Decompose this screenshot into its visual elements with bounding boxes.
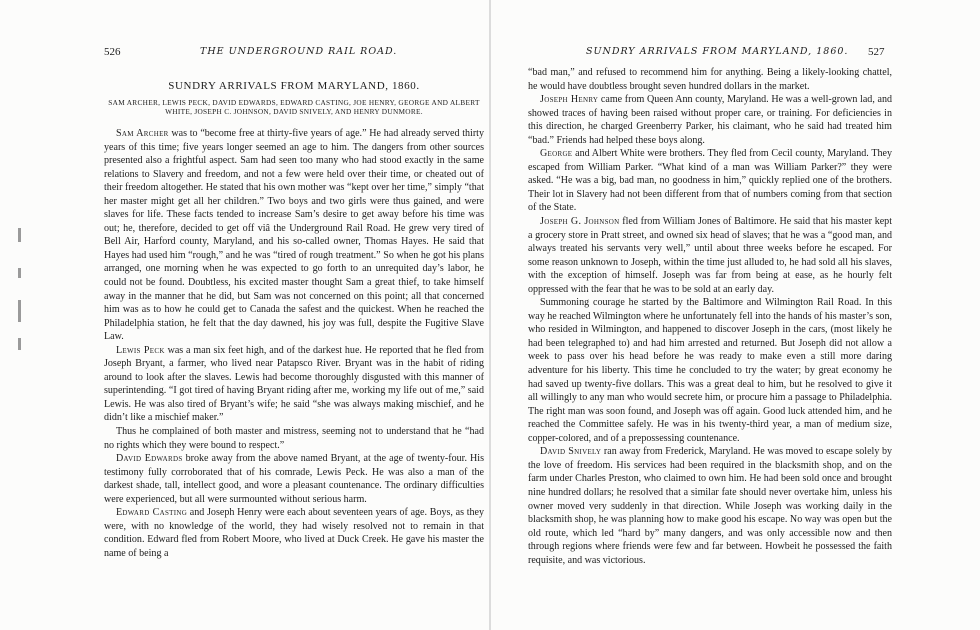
chapter-title: SUNDRY ARRIVALS FROM MARYLAND, 1860. <box>168 80 420 92</box>
paragraph-lead: Edward Casting <box>116 507 188 519</box>
paragraph-lead: David Edwards <box>116 453 183 465</box>
paragraph-text: was to “become free at thirty-five years of age.” He had already served thirty years of this time; five years longer seemed an age to him. The dangers from other sources presented also a frightful aspect. Sam had seen too many who had stood exactly in the same relations to Slavery and freedom, and not a few were held over their time, or cheated out of their freedom altogether. He stated that his own mother was “kept over her time,” simply “that her master might get all her children.” Two boys and two girls were thus gained, and were slaves for life. These facts tended to increase Sam’s desire to get away before his time was out; he, therefore, decided to get off viâ the Underground Rail Road. He grew very tired of Bell Air, Harford county, Maryland, and his so-called owner, Thomas Hayes. He said that Hayes had used him “rough,” and he was “tired of rough treatment.” So when he got his plans arranged, one morning when he was expected to go forth to an unrequited day’s labor, he could not be found. Doubtless, his excited master thought Sam a great thief, to take himself away in the manner that he did, but Sam was not concerned on this point; all that concerned him was as to how he could get to Canada the safest and the quickest. When he reached the Philadelphia station, he felt that the day dawned, his joy was full, despite the Fugitive Slave Law. <box>104 128 484 343</box>
paragraph-text: Summoning courage he started by the Baltimore and Wilmington Rail Road. In this way he reached Wilmington where he unfortunately fell into the hands of his master’s son, who resided in Wilmington, and happened to discover Joseph in the cars, (most likely he had been telegraphed to) and had him arrested and returned. But Joseph did not allow a week to pass over his head before he was ready to make even a still more daring adventure for his liberty. This time he concluded to try the water; by great economy he had saved up twenty-five dollars. This was a great deal to him, but he resolved to give it all willingly to any man who would secrete him, or procure him a passage to Philadelphia. The right man was soon found, and Joseph was off again. Good luck attended him, and he reached the Committee safely. He was in his twenty-third year, a man of medium size, copper-colored, and of a prepossessing countenance. <box>528 297 892 444</box>
left-page-number: 526 <box>104 46 121 58</box>
paragraph-text: fled from William Jones of Baltimore. He said that his master kept a grocery store in Pratt street, and owned six head of slaves; that he was a “good man, and always treated his servants very well,” until about three weeks before he escaped. For some reason unknown to Joseph, within the time just alluded to, he had sold all his slaves, with the exception of himself. Joseph was far from being at ease, as he hourly felt oppressed with the fear that he was to be sold at an early day. <box>528 216 893 295</box>
paragraph-text: Thus he complained of both master and mistress, seeming not to understand that he “had no rights which they were bound to respect.” <box>104 426 484 451</box>
left-column-text <box>104 127 484 561</box>
margin-mark <box>18 300 21 322</box>
paragraph <box>528 93 892 147</box>
paragraph-text: broke away from the above named Bryant, at the age of twenty-four. His testimony fully corroborated that of his comrade, Lewis Peck. He was also a man of the darkest shade, tall, intellect good, and wore a pleasant countenance. The ordinary difficulties were experienced, but all were surmounted without serious harm. <box>104 453 484 505</box>
right-running-head: SUNDRY ARRIVALS FROM MARYLAND, 1860. <box>586 46 849 57</box>
chapter-names-line: SAM ARCHER, LEWIS PECK, DAVID EDWARDS, EDWARD CASTING, JOE HENRY, GEORGE AND ALBERT WHITE, JOSEPH C. JOHNSON, DAVID SNIVELY, AND HENRY DUNMORE. <box>108 98 480 117</box>
paragraph-text: was a man six feet high, and of the darkest hue. He reported that he fled from Joseph Bryant, a farmer, who lived near Patapsco River. Bryant was in the habit of riding around to look after the slaves. Lewis had become thoroughly disgusted with this manner of superintending. “I got tired of having Bryant riding after me, working my life out of me,” said Lewis. He was also tired of Bryant’s wife; he said “she was always making mischief, and he didn’t like a mischief maker.” <box>104 344 484 424</box>
paragraph-text: and Joseph Henry were each about seventeen years of age. Boys, as they were, with no knowledge of the world, they had wisely resolved not to remain in that condition. Edward fled from Robert Moore, who lived at Duck Creek. He gave his master the name of being a <box>104 507 484 559</box>
paragraph-text: ran away from Frederick, Maryland. He was moved to escape solely by the love of freedom. His services had been required in the blacksmith shop, and on the farm under Charles Preston, who claimed to own him. He had been sold once and brought nine hundred dollars; he resolved that a similar fate should never overtake him, unless his owner moved very suddenly in that direction. While Joseph was working daily in the blacksmith shop, he was planning how to make good his escape. No way was open but the old route, which led “hard by” many dangers, and was only accessible now and then through regions where friends were few and far between. Howbeit he possessed the faith requisite, and was victorious. <box>528 446 892 566</box>
paragraph-text: “bad man,” and refused to recommend him for anything. Being a likely-looking chattel, he would have doubtless brought seven hundred dollars in the market. <box>528 67 892 92</box>
paragraph-lead: Joseph G. Johnson <box>540 216 620 228</box>
paragraph <box>528 147 892 215</box>
paragraph-lead: David Snively <box>540 446 602 458</box>
paragraph-lead: George <box>540 148 573 160</box>
paragraph-lead: Sam Archer <box>116 128 169 139</box>
paragraph <box>528 445 892 567</box>
paragraph-text: and Albert White were brothers. They fled from Cecil county, Maryland. They escaped from William Parker. “What kind of a man was William Parker?” they were asked. “He was a big, bad man, no goodness in him,” quickly replied one of the brothers. Their lot in Slavery had not been different from that of numbers coming from that section of the State. <box>528 148 892 214</box>
paragraph <box>104 127 484 344</box>
margin-mark <box>18 338 21 350</box>
paragraph-text: came from Queen Ann county, Maryland. He was a well-grown lad, and showed traces of having been raised without proper care, or training. For deficiencies in this direction, he charged Greenberry Parker, his claimant, who he said had treated him “bad.” Friends had helped these boys along. <box>528 94 892 146</box>
left-running-head: THE UNDERGROUND RAIL ROAD. <box>200 46 398 57</box>
paragraph <box>104 452 484 506</box>
paragraph-lead: Joseph Henry <box>540 94 599 106</box>
margin-mark <box>18 268 21 278</box>
paragraph <box>528 296 892 445</box>
paragraph <box>528 66 892 93</box>
paragraph-lead: Lewis Peck <box>116 344 165 356</box>
margin-mark <box>18 228 21 242</box>
right-column-text <box>528 66 892 567</box>
paragraph <box>528 215 892 296</box>
book-gutter <box>489 0 491 630</box>
paragraph <box>104 344 484 425</box>
paragraph <box>104 425 484 452</box>
paragraph <box>104 506 484 560</box>
right-page-number: 527 <box>868 46 885 58</box>
